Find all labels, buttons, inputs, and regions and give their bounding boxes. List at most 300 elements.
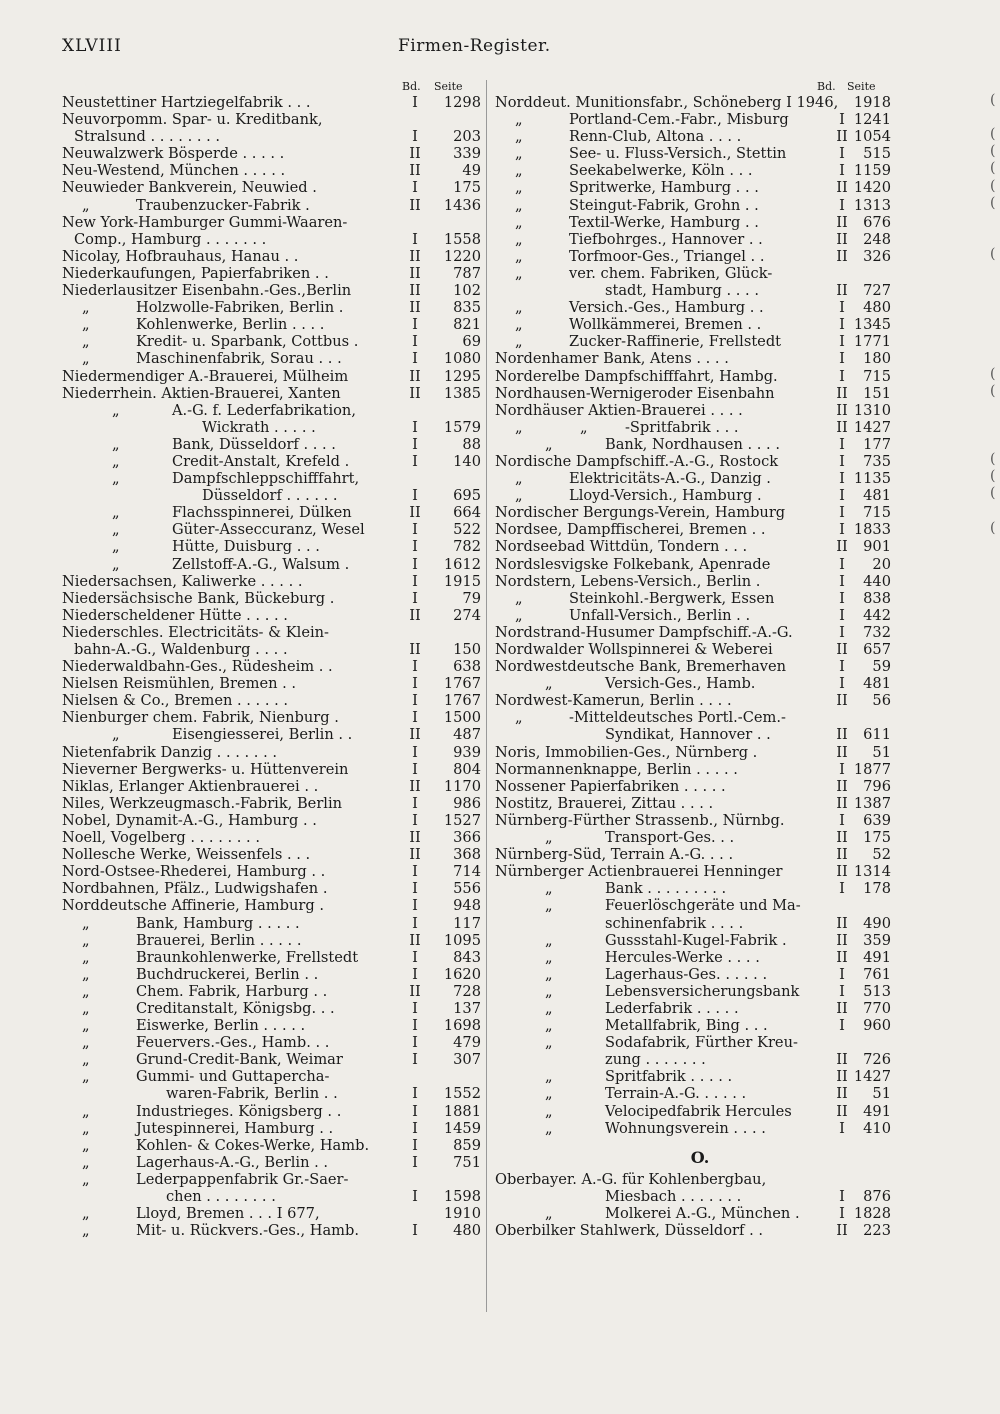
entry-name: Dampfschleppschifffahrt,	[172, 470, 360, 488]
entry-page: 117	[453, 914, 481, 932]
register-entry	[495, 453, 905, 470]
page-number: XLVIII	[62, 36, 122, 56]
entry-page: 728	[453, 982, 481, 1000]
entry-name: Steinkohl.-Bergwerk, Essen	[569, 589, 775, 607]
entry-page: 1459	[443, 1119, 481, 1137]
ditto-mark: „	[82, 1102, 90, 1120]
entry-name: Braunkohlenwerke, Frellstedt	[136, 948, 359, 966]
entry-volume: I	[412, 1136, 418, 1154]
entry-page: 1558	[443, 230, 481, 248]
entry-volume: II	[409, 367, 421, 385]
entry-volume: I	[839, 350, 845, 368]
entry-volume: I	[412, 538, 418, 556]
register-entry	[62, 197, 482, 214]
vol-header: Bd.	[817, 80, 836, 93]
margin-mark: (	[990, 485, 996, 502]
entry-name: Stralsund . . . . . . . .	[74, 128, 221, 146]
entry-volume: I	[839, 316, 845, 334]
register-entry	[495, 333, 905, 350]
entry-volume: II	[836, 948, 848, 966]
entry-name: Lagerhaus-A.-G., Berlin . .	[136, 1153, 329, 1171]
register-entry	[62, 282, 482, 299]
register-entry	[495, 128, 905, 145]
entry-page: 481	[863, 675, 891, 693]
entry-page: 1552	[443, 1085, 481, 1103]
entry-name: Elektricitäts-A.-G., Danzig .	[569, 470, 771, 488]
register-entry	[62, 641, 482, 658]
entry-page: 1915	[443, 572, 481, 590]
entry-volume: II	[409, 606, 421, 624]
entry-volume: I	[839, 1204, 845, 1222]
entry-page: 639	[863, 811, 891, 829]
ditto-mark: „	[545, 1068, 553, 1086]
entry-volume: I	[412, 999, 418, 1017]
ditto-mark: „	[545, 1102, 553, 1120]
entry-volume: II	[836, 777, 848, 795]
entry-page: 1767	[443, 675, 481, 693]
entry-volume: II	[409, 162, 421, 180]
ditto-mark: „	[545, 999, 553, 1017]
entry-page: 1298	[443, 94, 481, 111]
ditto-mark: „	[82, 965, 90, 983]
margin-mark: (	[990, 92, 996, 108]
entry-page: 442	[863, 606, 891, 624]
entry-volume: I	[412, 880, 418, 898]
entry-name: waren-Fabrik, Berlin . .	[166, 1085, 338, 1103]
entry-volume: I	[839, 145, 845, 163]
ditto-mark: „	[82, 1222, 90, 1240]
entry-volume: II	[409, 846, 421, 864]
ditto-mark: „	[82, 196, 90, 214]
register-entry	[495, 812, 905, 829]
margin-mark: (	[990, 382, 996, 399]
entry-page: 490	[863, 914, 891, 932]
register-entry	[495, 1017, 905, 1034]
register-entry	[62, 744, 482, 761]
entry-name: Nollesche Werke, Weissenfels . . .	[62, 846, 311, 864]
register-entry	[62, 692, 482, 709]
ditto-mark: „	[545, 1085, 553, 1103]
ditto-mark: „	[82, 931, 90, 949]
entry-name: Normannenknappe, Berlin . . . . .	[495, 760, 738, 778]
entry-volume: I	[412, 521, 418, 539]
entry-volume: II	[836, 1051, 848, 1069]
ditto-mark: „	[82, 1017, 90, 1035]
entry-volume: I	[839, 333, 845, 351]
ditto-mark: „	[515, 213, 523, 231]
entry-volume: I	[412, 589, 418, 607]
entry-page: 178	[863, 880, 891, 898]
entry-volume: II	[836, 692, 848, 710]
entry-name: Miesbach . . . . . . .	[605, 1187, 742, 1205]
entry-volume: II	[409, 196, 421, 214]
margin-mark: (	[990, 194, 996, 211]
register-entry	[62, 556, 482, 573]
entry-page: 843	[453, 948, 481, 966]
entry-name: Creditanstalt, Königsbg. . .	[136, 999, 335, 1017]
entry-volume: I	[412, 1034, 418, 1052]
register-entry	[62, 333, 482, 350]
right-entries	[495, 94, 905, 1137]
ditto-mark: „	[515, 470, 523, 488]
register-entry	[62, 179, 482, 196]
register-entry	[495, 368, 905, 385]
entry-volume: II	[409, 777, 421, 795]
register-entry	[495, 470, 905, 487]
entry-page: 368	[453, 846, 481, 864]
entry-volume: I	[412, 1222, 418, 1240]
entry-name: -Mitteldeutsches Portl.-Cem.-	[569, 709, 786, 727]
register-entry	[62, 162, 482, 179]
left-column-header	[62, 78, 482, 94]
entry-volume: II	[409, 641, 421, 658]
register-entry	[495, 94, 905, 111]
ditto-mark: „	[545, 880, 553, 898]
register-entry	[62, 726, 482, 743]
register-entry	[495, 248, 905, 265]
entry-volume: I	[839, 111, 845, 129]
entry-volume: II	[409, 299, 421, 317]
ditto-mark: „	[515, 264, 523, 282]
entry-name: Feuerlöschgeräte und Ma-	[605, 897, 801, 915]
entry-name: Wollkämmerei, Bremen . .	[569, 316, 762, 334]
register-entry	[495, 675, 905, 692]
entry-name: Neuwieder Bankverein, Neuwied .	[62, 179, 317, 197]
register-entry	[62, 829, 482, 846]
register-entry	[62, 419, 482, 436]
entry-volume: II	[409, 384, 421, 402]
entry-name: Traubenzucker-Fabrik .	[136, 196, 310, 214]
entry-page: 1241	[853, 111, 891, 129]
entry-volume: I	[412, 333, 418, 351]
register-entry	[62, 1017, 482, 1034]
entry-name: Nordische Dampfschiff.-A.-G., Rostock	[495, 452, 779, 470]
ditto-mark: „	[515, 196, 523, 214]
register-entry	[495, 795, 905, 812]
ditto-mark: „	[82, 1119, 90, 1137]
entry-volume: I	[839, 487, 845, 505]
entry-volume: I	[839, 572, 845, 590]
ditto-mark: „	[545, 931, 553, 949]
register-entry	[62, 932, 482, 949]
entry-page: 664	[453, 504, 481, 522]
entry-page: 876	[863, 1187, 891, 1205]
entry-page: 274	[453, 606, 481, 624]
entry-volume: I	[839, 162, 845, 180]
entry-page: 948	[453, 897, 481, 915]
register-entry	[495, 299, 905, 316]
entry-name: Nieverner Bergwerks- u. Hüttenverein	[62, 760, 349, 778]
entry-name: Nordhausen-Wernigeroder Eisenbahn	[495, 384, 775, 402]
register-entry	[62, 538, 482, 555]
entry-page: 761	[863, 965, 891, 983]
register-entry	[495, 214, 905, 231]
register-entry	[62, 1222, 482, 1239]
entry-name: Nobel, Dynamit-A.-G., Hamburg . .	[62, 811, 317, 829]
entry-volume: I	[412, 1119, 418, 1137]
entry-name: Nordslesvigske Folkebank, Apenrade	[495, 555, 771, 573]
margin-mark: (	[990, 468, 996, 485]
entry-volume: I	[839, 555, 845, 573]
entry-page: 151	[863, 384, 891, 402]
entry-volume: II	[836, 282, 848, 300]
register-entry	[495, 761, 905, 778]
entry-page: 175	[453, 179, 481, 197]
entry-name: Holzwolle-Fabriken, Berlin .	[136, 299, 344, 317]
entry-volume: II	[836, 914, 848, 932]
entry-volume: II	[836, 1102, 848, 1120]
register-entry	[62, 863, 482, 880]
entry-name: Lederpappenfabrik Gr.-Saer-	[136, 1170, 349, 1188]
ditto-mark: „	[515, 179, 523, 197]
ditto-mark: „	[82, 350, 90, 368]
entry-page: 556	[453, 880, 481, 898]
margin-mark: (	[990, 126, 996, 143]
ditto-mark: „	[545, 435, 553, 453]
ditto-mark: „	[515, 606, 523, 624]
entry-page: 901	[863, 538, 891, 556]
entry-page: 366	[453, 829, 481, 847]
register-entry	[62, 487, 482, 504]
entry-page: 715	[863, 504, 891, 522]
ditto-mark: „	[112, 435, 120, 453]
entry-name: Unfall-Versich., Berlin . .	[569, 606, 751, 624]
ditto-mark: „	[545, 948, 553, 966]
entry-name: Nord-Ostsee-Rhederei, Hamburg . .	[62, 863, 326, 881]
entry-volume: II	[836, 931, 848, 949]
entry-name: Niedersächsische Bank, Bückeburg .	[62, 589, 335, 607]
entry-page: 20	[872, 555, 891, 573]
ditto-mark: „	[82, 299, 90, 317]
entry-volume: I	[412, 1102, 418, 1120]
entry-page: 1170	[443, 777, 481, 795]
entry-page: 1579	[443, 418, 481, 436]
entry-page: 726	[863, 1051, 891, 1069]
entry-name: Zellstoff-A.-G., Walsum .	[172, 555, 350, 573]
entry-volume: I	[839, 521, 845, 539]
entry-page: 203	[453, 128, 481, 146]
entry-name: Nordischer Bergungs-Verein, Hamburg	[495, 504, 786, 522]
entry-volume: II	[836, 538, 848, 556]
entry-name: Nordstrand-Husumer Dampfschiff.-A.-G.	[495, 623, 793, 641]
register-entry	[495, 1000, 905, 1017]
entry-name: Düsseldorf . . . . . .	[202, 487, 338, 505]
entry-name: Kredit- u. Sparbank, Cottbus .	[136, 333, 359, 351]
entry-page: 804	[453, 760, 481, 778]
register-entry	[495, 162, 905, 179]
entry-name: Lloyd-Versich., Hamburg .	[569, 487, 762, 505]
ditto-mark: „	[112, 521, 120, 539]
register-entry	[495, 1085, 905, 1102]
ditto-mark: „	[515, 709, 523, 727]
entry-volume: I	[839, 675, 845, 693]
entry-name: Güter-Asseccuranz, Wesel	[172, 521, 365, 539]
entry-page: 137	[453, 999, 481, 1017]
entry-name: Norddeut. Munitionsfabr., Schöneberg I 1946,	[495, 94, 839, 111]
register-entry	[495, 197, 905, 214]
entry-name: Velocipedfabrik Hercules	[605, 1102, 792, 1120]
register-entry	[62, 761, 482, 778]
register-entry	[62, 1137, 482, 1154]
entry-volume: I	[839, 452, 845, 470]
ditto-mark: „	[545, 965, 553, 983]
entry-volume: II	[836, 863, 848, 881]
register-entry	[495, 983, 905, 1000]
entry-volume: II	[409, 726, 421, 744]
entry-name: See- u. Fluss-Versich., Stettin	[569, 145, 787, 163]
entry-volume: II	[409, 931, 421, 949]
entry-name: Niederschles. Electricitäts- & Klein-	[62, 623, 329, 641]
entry-volume: II	[836, 179, 848, 197]
register-entry	[495, 179, 905, 196]
register-entry	[62, 111, 482, 128]
entry-name: Metallfabrik, Bing . . .	[605, 1017, 768, 1035]
entry-volume: I	[839, 1017, 845, 1035]
entry-page: 1828	[853, 1204, 891, 1222]
right-column	[495, 78, 905, 1239]
entry-volume: II	[836, 1085, 848, 1103]
register-entry	[62, 607, 482, 624]
register-entry	[495, 538, 905, 555]
register-entry	[495, 145, 905, 162]
entry-page: 307	[453, 1051, 481, 1069]
entry-volume: I	[412, 1051, 418, 1069]
entry-page: 1220	[443, 247, 481, 265]
entry-page: 657	[863, 641, 891, 658]
entry-volume: I	[839, 606, 845, 624]
entry-name: Hütte, Duisburg . . .	[172, 538, 320, 556]
register-entry	[62, 350, 482, 367]
entry-name: Nordseebad Wittdün, Tondern . . .	[495, 538, 748, 556]
entry-name: bahn-A.-G., Waldenburg . . . .	[74, 641, 288, 658]
entry-volume: I	[839, 504, 845, 522]
register-entry	[495, 658, 905, 675]
register-entry	[495, 709, 905, 726]
entry-name: Tiefbohrges., Hannover . .	[569, 230, 763, 248]
register-entry	[495, 880, 905, 897]
entry-volume: I	[412, 452, 418, 470]
register-entry	[495, 863, 905, 880]
entry-volume: I	[839, 470, 845, 488]
register-entry	[495, 521, 905, 538]
entry-name: Terrain-A.-G. . . . . .	[605, 1085, 747, 1103]
entry-page: 714	[453, 863, 481, 881]
entry-name: -Spritfabrik . . .	[625, 418, 739, 436]
ditto-mark: „	[82, 914, 90, 932]
register-entry	[62, 812, 482, 829]
ditto-mark: „	[515, 145, 523, 163]
ditto-mark: „	[515, 333, 523, 351]
margin-mark: (	[990, 365, 996, 382]
entry-page: 1918	[853, 94, 891, 111]
ditto-mark: „	[112, 555, 120, 573]
entry-page: 51	[872, 743, 891, 761]
register-entry	[495, 385, 905, 402]
register-entry	[495, 1188, 905, 1205]
register-entry	[62, 231, 482, 248]
ditto-mark: „	[545, 1119, 553, 1137]
entry-page: 960	[863, 1017, 891, 1035]
register-entry	[62, 436, 482, 453]
entry-name: Bank, Hamburg . . . . .	[136, 914, 300, 932]
entry-page: 51	[872, 1085, 891, 1103]
entry-volume: II	[836, 743, 848, 761]
ditto-mark: „	[112, 504, 120, 522]
entry-page: 1612	[443, 555, 481, 573]
register-entry	[62, 504, 482, 521]
entry-name: Lebensversicherungsbank	[605, 982, 800, 1000]
entry-name: Norddeutsche Affinerie, Hamburg .	[62, 897, 324, 915]
entry-volume: II	[409, 145, 421, 163]
entry-name: zung . . . . . . .	[605, 1051, 706, 1069]
ditto-mark: „	[545, 829, 553, 847]
entry-page: 175	[863, 829, 891, 847]
entry-volume: II	[409, 264, 421, 282]
register-entry	[62, 675, 482, 692]
entry-page: 838	[863, 589, 891, 607]
register-entry	[62, 145, 482, 162]
entry-volume: I	[412, 418, 418, 436]
entry-name: Bank . . . . . . . . .	[605, 880, 727, 898]
register-entry	[62, 385, 482, 402]
entry-name: Neustettiner Hartziegelfabrik . . .	[62, 94, 311, 111]
register-entry	[62, 470, 482, 487]
entry-volume: I	[839, 1119, 845, 1137]
ditto-mark: „	[82, 982, 90, 1000]
entry-name: Nürnberg-Fürther Strassenb., Nürnbg.	[495, 811, 785, 829]
entry-volume: I	[412, 709, 418, 727]
register-entry	[495, 1120, 905, 1137]
entry-name: Seekabelwerke, Köln . . .	[569, 162, 753, 180]
entry-volume: II	[409, 829, 421, 847]
entry-name: Versich-Ges., Hamb.	[605, 675, 756, 693]
entry-volume: I	[412, 350, 418, 368]
entry-page: 751	[453, 1153, 481, 1171]
register-entry	[495, 1222, 905, 1239]
register-entry	[62, 1171, 482, 1188]
ditto-mark: „	[82, 1170, 90, 1188]
entry-name: ver. chem. Fabriken, Glück-	[569, 264, 773, 282]
entry-volume: I	[839, 435, 845, 453]
entry-volume: I	[839, 299, 845, 317]
register-entry	[62, 1154, 482, 1171]
register-entry	[62, 897, 482, 914]
entry-volume: I	[839, 760, 845, 778]
entry-volume: I	[412, 555, 418, 573]
entry-page: 1771	[853, 333, 891, 351]
entry-page: 1054	[853, 128, 891, 146]
entry-name: Eiswerke, Berlin . . . . .	[136, 1017, 306, 1035]
register-entry	[495, 726, 905, 743]
entry-page: 1881	[443, 1102, 481, 1120]
register-entry	[62, 1068, 482, 1085]
register-entry	[495, 231, 905, 248]
register-entry	[62, 1103, 482, 1120]
register-entry	[495, 573, 905, 590]
entry-volume: I	[839, 623, 845, 641]
entry-page: 1314	[853, 863, 891, 881]
entry-name: Neu-Westend, München . . . . .	[62, 162, 286, 180]
register-entry	[62, 128, 482, 145]
entry-volume: I	[839, 811, 845, 829]
entry-name: Nürnberger Actienbrauerei Henninger	[495, 863, 783, 881]
entry-page: 727	[863, 282, 891, 300]
entry-name: Eisengiesserei, Berlin . .	[172, 726, 353, 744]
entry-volume: I	[412, 487, 418, 505]
register-entry	[62, 521, 482, 538]
ditto-mark: „	[112, 470, 120, 488]
register-entry	[495, 607, 905, 624]
